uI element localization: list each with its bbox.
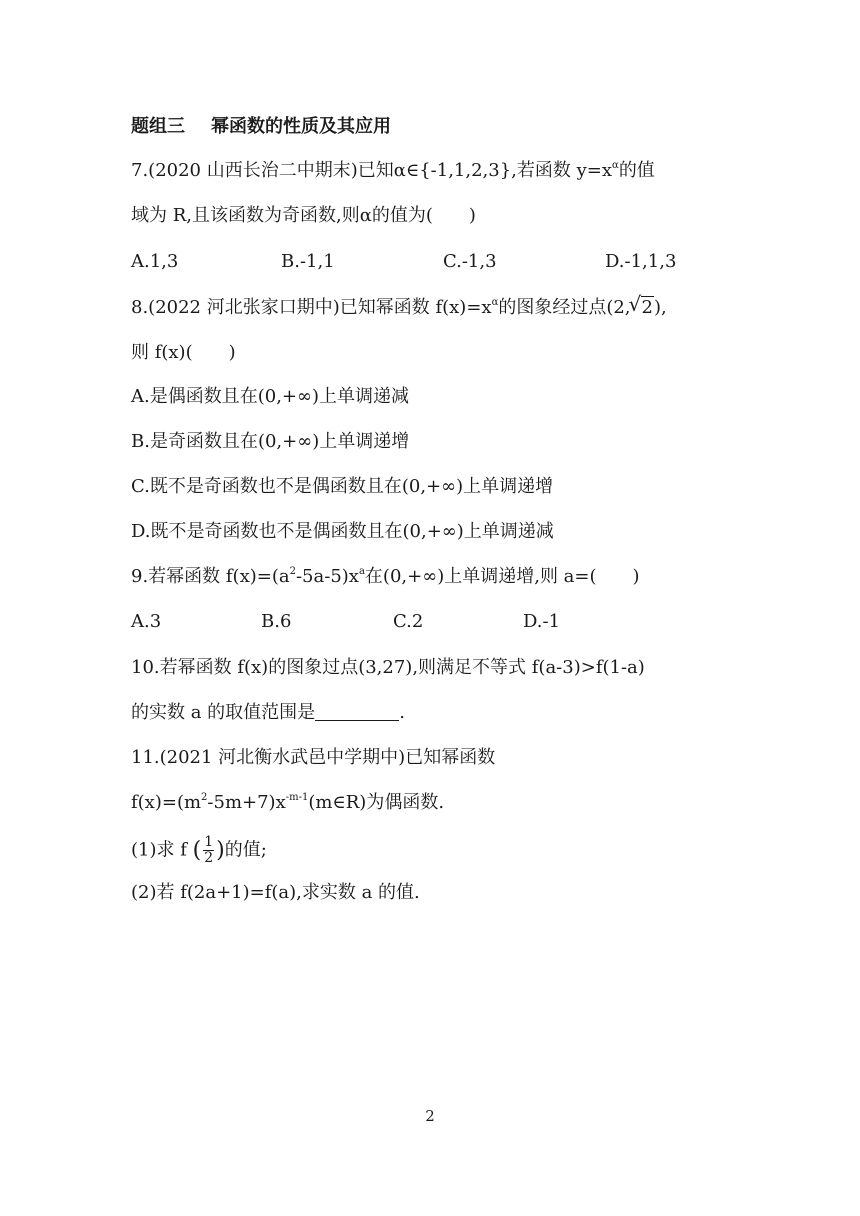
fraction-expression xyxy=(193,835,225,866)
q7-exponent: α xyxy=(612,160,619,171)
question-10-line-2 xyxy=(131,700,405,726)
q11-sub1-text-b: 的值; xyxy=(224,839,267,861)
section-heading xyxy=(131,114,391,140)
q9-exponent-2: a xyxy=(358,566,365,577)
question-11-sub-2: (2)若 f(2a+1)=f(a),求实数 a 的值. xyxy=(131,882,420,903)
q8-text-a: 8.(2022 河北张家口期中)已知幂函数 f(x)=x xyxy=(131,297,492,318)
q9-option-a: A.3 xyxy=(131,611,162,632)
q9-option-d: D.-1 xyxy=(523,611,561,632)
sqrt-content: 2 xyxy=(641,297,653,318)
q10-text-a: 的实数 a 的取值范围是 xyxy=(131,702,316,723)
q8-option-b: B.是奇函数且在(0,+∞)上单调递增 xyxy=(131,431,410,452)
q7-option-b: B.-1,1 xyxy=(281,251,335,272)
sqrt-symbol: √ xyxy=(628,292,642,316)
q7-option-a: A.1,3 xyxy=(131,251,179,272)
q11-exponent-2: -m-1 xyxy=(285,792,309,803)
question-11-sub-1 xyxy=(131,835,267,866)
section-heading-title: 幂函数的性质及其应用 xyxy=(211,116,391,137)
question-10-line-1: 10.若幂函数 f(x)的图象过点(3,27),则满足不等式 f(a-3)>f(1-a) xyxy=(131,657,645,678)
q11-text-b: -5m+7)x xyxy=(207,792,286,813)
answer-blank xyxy=(315,702,399,721)
q7-option-c: C.-1,3 xyxy=(443,251,497,272)
q11-text-a: f(x)=(m xyxy=(131,792,202,813)
q10-text-b: . xyxy=(399,702,405,723)
q7-option-d: D.-1,1,3 xyxy=(605,251,677,272)
q8-text-b: 的图象经过点(2, xyxy=(498,297,631,318)
question-9-line-1 xyxy=(131,564,640,590)
question-8-line-2: 则 f(x)( ) xyxy=(131,342,236,363)
q11-exponent-1: 2 xyxy=(201,792,208,803)
question-7-line-2: 域为 R,且该函数为奇函数,则α的值为( ) xyxy=(131,205,476,226)
fraction-numerator: 1 xyxy=(204,834,214,850)
fraction-denominator: 2 xyxy=(204,850,214,866)
section-heading-prefix: 题组三 xyxy=(131,116,185,137)
q7-text-b: 的值 xyxy=(618,160,655,181)
q8-text-c: ), xyxy=(653,297,667,318)
q9-option-b: B.6 xyxy=(261,611,292,632)
q11-text-c: (m∈R)为偶函数. xyxy=(308,792,445,813)
page-number: 2 xyxy=(425,1107,435,1125)
q11-sub1-text-a: (1)求 f xyxy=(131,839,187,861)
q7-text-a: 7.(2020 山西长治二中期末)已知α∈{-1,1,2,3},若函数 y=x xyxy=(131,160,613,181)
q8-option-c: C.既不是奇函数也不是偶函数且在(0,+∞)上单调递增 xyxy=(131,476,554,497)
q9-text-b: -5a-5)x xyxy=(295,566,359,587)
q8-option-d: D.既不是奇函数也不是偶函数且在(0,+∞)上单调递减 xyxy=(131,521,554,542)
q8-option-a: A.是偶函数且在(0,+∞)上单调递减 xyxy=(131,386,410,407)
q9-text-a: 9.若幂函数 f(x)=(a xyxy=(131,566,290,587)
question-11-line-2 xyxy=(131,790,444,816)
q9-exponent-1: 2 xyxy=(289,566,296,577)
fraction-left-paren: ( xyxy=(192,837,202,863)
sqrt-expression xyxy=(628,292,654,321)
question-8-line-1 xyxy=(131,292,667,321)
q9-option-c: C.2 xyxy=(393,611,424,632)
fraction-right-paren: ) xyxy=(216,837,225,863)
question-7-line-1 xyxy=(131,158,655,184)
q9-text-c: 在(0,+∞)上单调递增,则 a=( ) xyxy=(364,566,640,587)
q8-exponent: α xyxy=(491,297,499,308)
question-11-line-1: 11.(2021 河北衡水武邑中学期中)已知幂函数 xyxy=(131,747,496,768)
